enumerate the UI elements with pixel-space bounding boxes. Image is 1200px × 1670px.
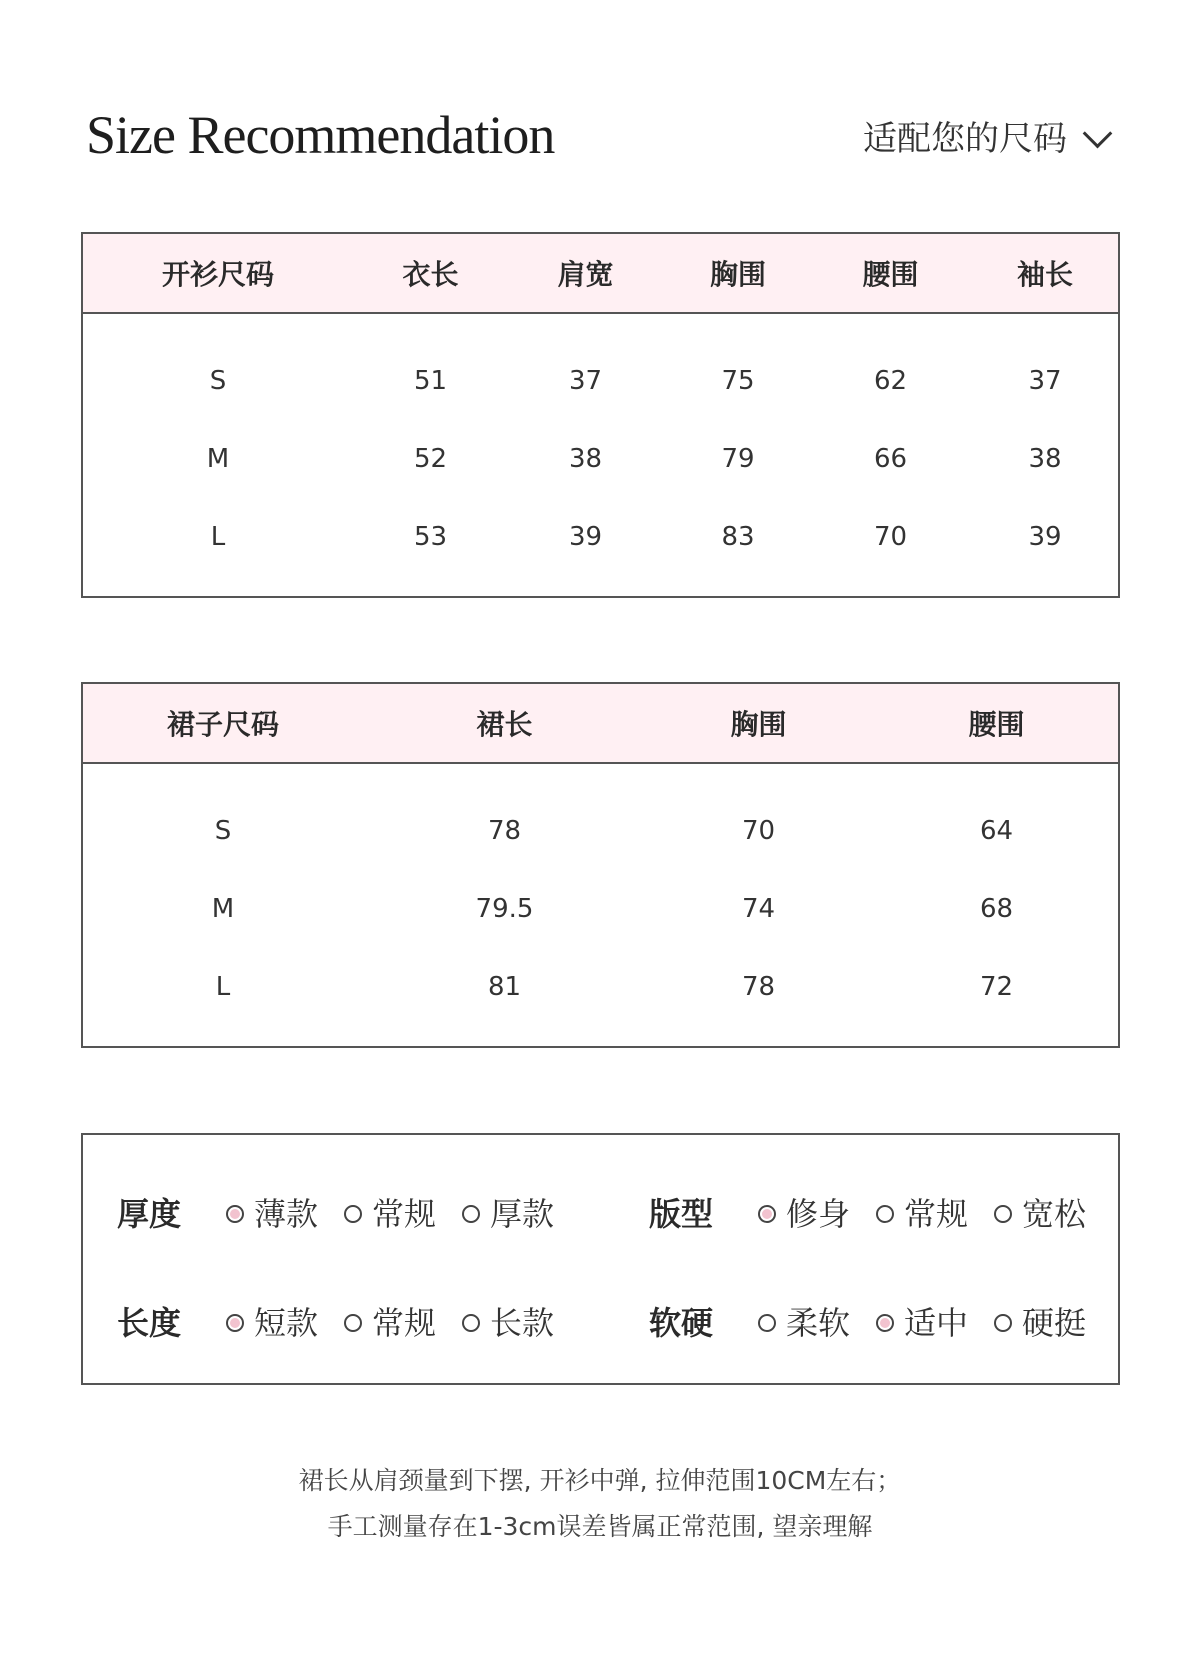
table-cell: M bbox=[206, 444, 230, 474]
header-cell: 肩宽 bbox=[557, 258, 614, 291]
radio-dot bbox=[462, 1314, 480, 1332]
header-cell: 胸围 bbox=[709, 258, 766, 291]
table-cell: 38 bbox=[568, 444, 603, 474]
table-cell: 66 bbox=[873, 444, 908, 474]
option-label: 宽松 bbox=[1022, 1195, 1087, 1233]
table-header bbox=[83, 234, 1118, 314]
table-row bbox=[83, 792, 1118, 870]
radio-dot bbox=[226, 1205, 244, 1223]
table-cell: 53 bbox=[413, 522, 448, 552]
attr-label-thickness: 厚度 bbox=[117, 1195, 182, 1233]
table-cell: 64 bbox=[979, 816, 1014, 846]
table-cell: 68 bbox=[979, 894, 1014, 924]
table-cell: 37 bbox=[568, 366, 603, 396]
table-cell: 81 bbox=[487, 972, 522, 1002]
option-label: 常规 bbox=[372, 1195, 437, 1233]
table-cell: 72 bbox=[979, 972, 1014, 1002]
header-cell: 裙长 bbox=[476, 708, 533, 741]
table-row bbox=[83, 948, 1118, 1026]
table-cell: 75 bbox=[721, 366, 755, 396]
table-cell: 70 bbox=[741, 816, 776, 846]
measurement-notes bbox=[0, 1458, 1200, 1550]
attr-label-softness: 软硬 bbox=[649, 1304, 714, 1342]
option-label: 硬挺 bbox=[1022, 1304, 1087, 1342]
table-row bbox=[83, 342, 1118, 420]
option-label: 薄款 bbox=[254, 1195, 319, 1233]
table-cell: M bbox=[211, 894, 235, 924]
table-cell: 51 bbox=[413, 366, 448, 396]
skirt-size-table bbox=[81, 682, 1120, 1048]
table-cell: 83 bbox=[721, 522, 755, 552]
header-cell: 腰围 bbox=[968, 708, 1025, 741]
table-cell: S bbox=[214, 816, 232, 846]
header-cell: 衣长 bbox=[402, 258, 459, 291]
radio-dot bbox=[758, 1314, 776, 1332]
radio-dot bbox=[876, 1205, 894, 1223]
table-row bbox=[83, 498, 1118, 576]
chevron-down-icon bbox=[1083, 118, 1113, 148]
option-label: 短款 bbox=[254, 1304, 319, 1342]
option-slim[interactable] bbox=[758, 1189, 850, 1239]
header-cell: 胸围 bbox=[730, 708, 787, 741]
option-regular[interactable] bbox=[344, 1189, 436, 1239]
table-cell: 78 bbox=[741, 972, 776, 1002]
size-fit-dropdown[interactable] bbox=[863, 119, 1108, 159]
size-fit-label: 适配您的尺码 bbox=[863, 119, 1067, 159]
option-medium[interactable] bbox=[876, 1298, 968, 1348]
header-cell: 袖长 bbox=[1016, 258, 1073, 291]
table-row bbox=[83, 420, 1118, 498]
option-label: 适中 bbox=[904, 1304, 969, 1342]
note-line-2: 手工测量存在1-3cm误差皆属正常范围, 望亲理解 bbox=[327, 1512, 873, 1541]
option-loose[interactable] bbox=[994, 1189, 1086, 1239]
radio-dot bbox=[226, 1314, 244, 1332]
option-label: 柔软 bbox=[786, 1304, 851, 1342]
option-label: 常规 bbox=[372, 1304, 437, 1342]
table-cell: L bbox=[215, 972, 231, 1002]
option-long[interactable] bbox=[462, 1298, 554, 1348]
option-label: 修身 bbox=[786, 1195, 851, 1233]
radio-dot bbox=[344, 1205, 362, 1223]
page-title: Size Recommendation bbox=[86, 105, 555, 165]
table-cell: 39 bbox=[1028, 522, 1062, 552]
table-cell: 79 bbox=[721, 444, 755, 474]
attr-label-length: 长度 bbox=[117, 1304, 182, 1342]
option-regular-length[interactable] bbox=[344, 1298, 436, 1348]
option-label: 厚款 bbox=[490, 1195, 555, 1233]
table-cell: 37 bbox=[1028, 366, 1062, 396]
table-cell: 78 bbox=[487, 816, 522, 846]
option-thick[interactable] bbox=[462, 1189, 554, 1239]
header-cell: 腰围 bbox=[862, 258, 919, 291]
table-cell: 38 bbox=[1028, 444, 1062, 474]
option-soft[interactable] bbox=[758, 1298, 850, 1348]
radio-dot bbox=[344, 1314, 362, 1332]
radio-dot bbox=[994, 1314, 1012, 1332]
option-label: 常规 bbox=[904, 1195, 969, 1233]
table-cell: L bbox=[210, 522, 226, 552]
note-line-1: 裙长从肩颈量到下摆, 开衫中弹, 拉伸范围10CM左右； bbox=[298, 1466, 902, 1495]
table-row bbox=[83, 870, 1118, 948]
attributes-panel bbox=[81, 1133, 1120, 1385]
header-cell: 开衫尺码 bbox=[161, 258, 274, 291]
table-cell: 39 bbox=[568, 522, 603, 552]
cardigan-size-table bbox=[81, 232, 1120, 598]
radio-dot bbox=[462, 1205, 480, 1223]
table-cell: 62 bbox=[873, 366, 908, 396]
table-cell: 74 bbox=[741, 894, 776, 924]
option-regular-fit[interactable] bbox=[876, 1189, 968, 1239]
option-stiff[interactable] bbox=[994, 1298, 1086, 1348]
option-short[interactable] bbox=[226, 1298, 318, 1348]
radio-dot bbox=[876, 1314, 894, 1332]
table-cell: S bbox=[209, 366, 227, 396]
option-thin[interactable] bbox=[226, 1189, 318, 1239]
radio-dot bbox=[994, 1205, 1012, 1223]
table-cell: 52 bbox=[413, 444, 448, 474]
table-header bbox=[83, 684, 1118, 764]
table-cell: 79.5 bbox=[475, 894, 534, 924]
attr-label-fit: 版型 bbox=[649, 1195, 714, 1233]
option-label: 长款 bbox=[490, 1304, 555, 1342]
header-cell: 裙子尺码 bbox=[166, 708, 279, 741]
table-cell: 70 bbox=[873, 522, 908, 552]
radio-dot bbox=[758, 1205, 776, 1223]
